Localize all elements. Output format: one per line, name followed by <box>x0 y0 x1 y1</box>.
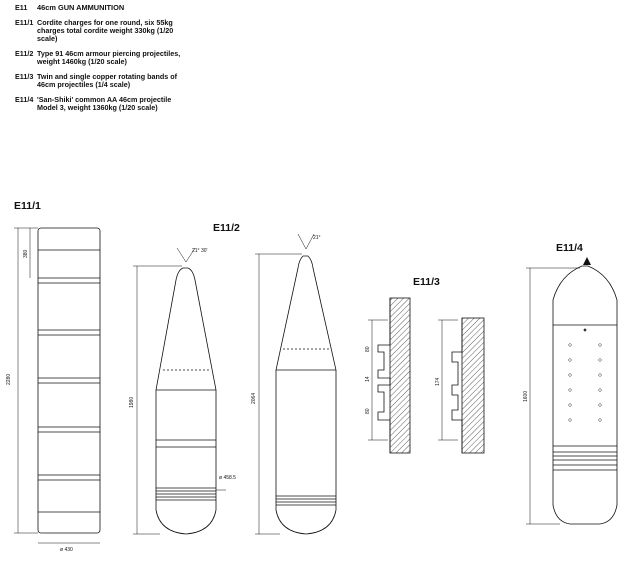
dim-e11-3-b: 14 <box>365 376 371 382</box>
dim-e11-3-d: 174 <box>435 377 441 386</box>
dim-e11-2-height: 1980 <box>129 396 135 408</box>
caption-code: E11 <box>15 3 28 12</box>
dim-e11-1-segment: 380 <box>23 249 29 258</box>
dim-e11-2-band-diameter: ø 458.5 <box>219 475 236 481</box>
caption-code: E11/4 <box>15 95 34 104</box>
caption-text: 'San-Shiki' common AA 46cm projectile Model 3, weight 1360kg (1/20 scale) <box>37 95 172 112</box>
figure-label-e11-1: E11/1 <box>14 200 41 212</box>
figure-label-e11-3: E11/3 <box>413 276 440 288</box>
dim-e11-3-c: 80 <box>365 408 371 414</box>
cordite-charge-stack <box>14 228 100 543</box>
dim-e11-1-total: 2280 <box>6 373 12 385</box>
caption-code: E11/3 <box>15 72 34 81</box>
san-shiki-projectile <box>526 266 617 524</box>
caption-code: E11/2 <box>15 49 34 58</box>
caption-text: Type 91 46cm armour piercing projectiles, weight 1460kg (1/20 scale) <box>37 49 181 66</box>
caption-text: Twin and single copper rotating bands of 46cm projectiles (1/4 scale) <box>37 72 178 89</box>
dim-e11-2-angle-2: 21° <box>313 235 321 241</box>
ap-projectile-1 <box>133 248 226 534</box>
caption-text: Cordite charges for one round, six 55kg charges total cordite weight 330kg (1/20 scale) <box>37 18 174 43</box>
dim-e11-2-angle: 21° 30' <box>192 248 208 254</box>
rotating-band-single <box>438 318 484 453</box>
rotating-band-twin <box>368 298 410 453</box>
dim-e11-3-a: 80 <box>365 346 371 352</box>
caption-title: 46cm GUN AMMUNITION <box>37 3 125 12</box>
dim-e11-2-height-2: 2064 <box>251 392 257 404</box>
figure-label-e11-2: E11/2 <box>213 222 240 234</box>
projectile-tips <box>583 257 591 265</box>
dim-e11-4-height: 1600 <box>523 390 529 402</box>
caption-code: E11/1 <box>15 18 34 27</box>
dim-e11-1-diameter: ø 430 <box>60 547 73 553</box>
figure-label-e11-4: E11/4 <box>556 242 583 254</box>
ap-projectile-2 <box>255 234 336 534</box>
san-shiki-rivets <box>569 329 602 422</box>
